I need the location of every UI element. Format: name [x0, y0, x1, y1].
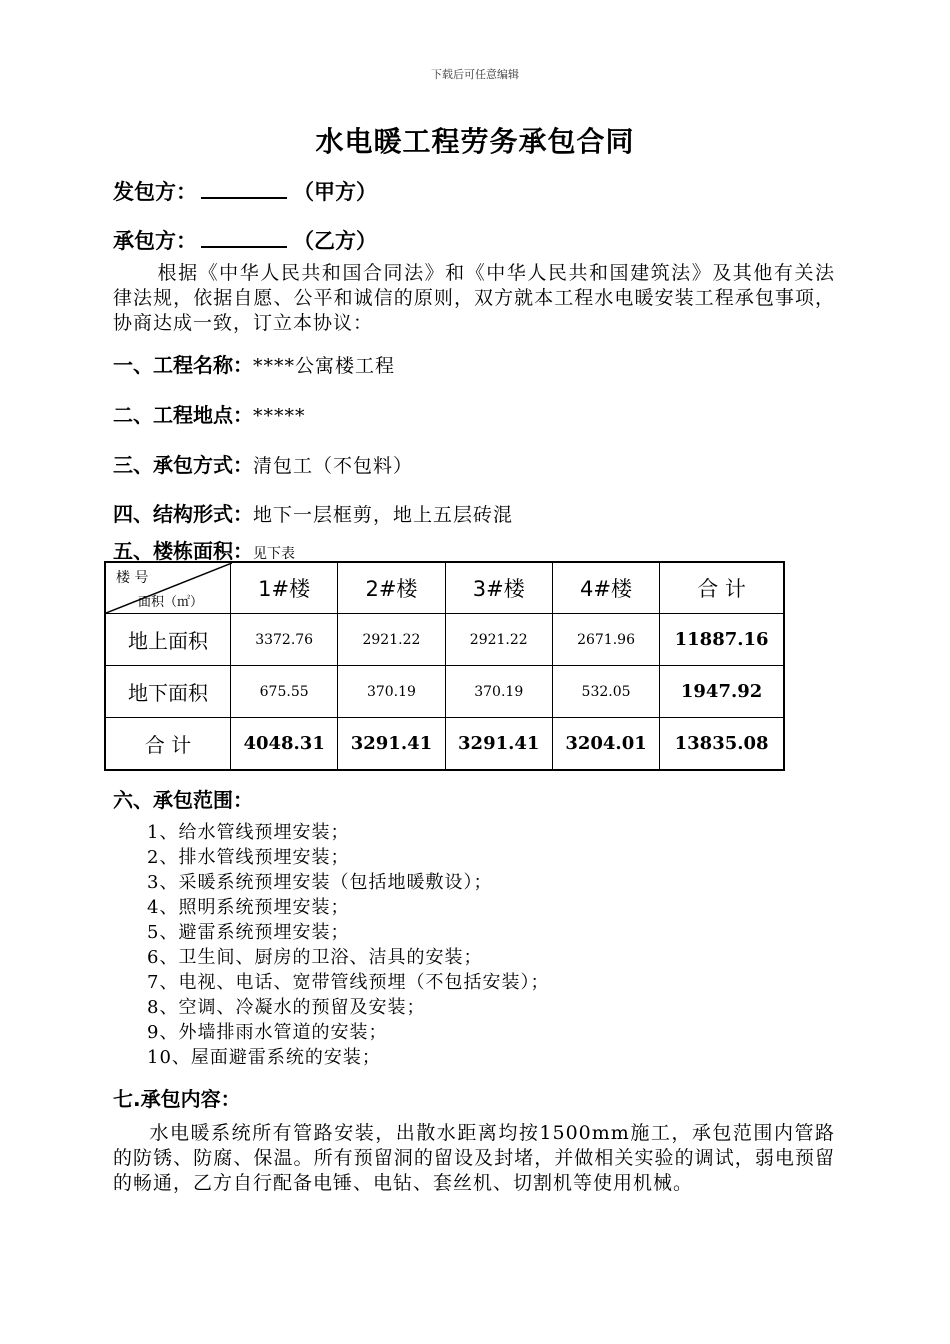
section-value: 见下表 [253, 546, 295, 562]
content-paragraph [113, 1121, 835, 1196]
column-header: 2#楼 [338, 562, 445, 614]
section-value: ***** [253, 405, 306, 427]
row-label: 合 计 [105, 718, 231, 771]
column-header: 合 计 [660, 562, 784, 614]
row-label: 地上面积 [105, 614, 231, 666]
table-header-row [105, 562, 784, 614]
list-item: 10、屋面避雷系统的安装； [147, 1047, 381, 1068]
section-head: 二、工程地点： [113, 403, 253, 427]
content-text: 水电暖系统所有管路安装，出散水距离均按1500mm施工，承包范围内管路的防锈、防腐、保温。所有预留洞的留设及封堵，并做相关实验的调试，弱电预留的畅通，乙方自行配备电锤、电钻、套丝机、切割机等使用机械。 [113, 1122, 835, 1194]
party-a-label: 发包方： [113, 180, 197, 204]
party-a-line [113, 176, 377, 206]
section-head: 四、结构形式： [113, 502, 253, 526]
section-head: 三、承包方式： [113, 453, 253, 477]
table-cell-total: 1947.92 [660, 666, 784, 718]
table-cell-total: 3204.01 [552, 718, 659, 771]
list-item: 6、卫生间、厨房的卫浴、洁具的安装； [147, 947, 483, 968]
table-cell: 2921.22 [445, 614, 552, 666]
table-cell-total: 4048.31 [231, 718, 338, 771]
section-value: 地下一层框剪，地上五层砖混 [253, 504, 514, 526]
section-content [113, 1083, 241, 1112]
intro-paragraph [113, 261, 835, 336]
party-b-label: 承包方： [113, 229, 197, 253]
section-head: 五、楼栋面积： [113, 539, 253, 563]
table-cell: 3372.76 [231, 614, 338, 666]
list-item: 2、排水管线预埋安装； [147, 847, 350, 868]
party-b-line [113, 225, 377, 255]
list-item: 5、避雷系统预埋安装； [147, 922, 350, 943]
party-a-suffix: （甲方） [293, 180, 377, 204]
table-row [105, 718, 784, 771]
table-cell: 2671.96 [552, 614, 659, 666]
document-title: 水电暖工程劳务承包合同 [315, 125, 635, 158]
section-project-location [113, 399, 306, 428]
table-row [105, 614, 784, 666]
scope-list [147, 820, 549, 1070]
section-building-area [113, 535, 295, 564]
table-cell: 532.05 [552, 666, 659, 718]
list-item: 8、空调、冷凝水的预留及安装； [147, 997, 426, 1018]
corner-bottom-label: 面积（㎡） [138, 595, 204, 610]
column-header: 4#楼 [552, 562, 659, 614]
table-cell: 675.55 [231, 666, 338, 718]
column-header: 1#楼 [231, 562, 338, 614]
table-cell-total: 13835.08 [660, 718, 784, 771]
section-head: 一、工程名称： [113, 353, 253, 377]
table-corner-cell [105, 562, 231, 614]
list-item: 9、外墙排雨水管道的安装； [147, 1022, 388, 1043]
section-project-name [113, 349, 395, 378]
corner-top-label: 楼 号 [116, 570, 149, 586]
header-note: 下载后可任意编辑 [431, 68, 519, 81]
table-cell-total: 3291.41 [338, 718, 445, 771]
column-header: 3#楼 [445, 562, 552, 614]
list-item: 1、给水管线预埋安装； [147, 822, 350, 843]
section-value: ****公寓楼工程 [253, 355, 396, 377]
table-cell-total: 11887.16 [660, 614, 784, 666]
party-a-blank [201, 179, 287, 199]
list-item: 4、照明系统预埋安装； [147, 897, 350, 918]
party-b-suffix: （乙方） [293, 229, 377, 253]
table-cell: 370.19 [338, 666, 445, 718]
list-item: 7、电视、电话、宽带管线预埋（不包括安装）； [147, 972, 550, 993]
area-table [104, 561, 785, 771]
section-head: 六、承包范围： [113, 788, 253, 812]
list-item: 3、采暖系统预埋安装（包括地暖敷设）； [147, 872, 493, 893]
table-cell: 370.19 [445, 666, 552, 718]
table-cell: 2921.22 [338, 614, 445, 666]
row-label: 地下面积 [105, 666, 231, 718]
section-scope [113, 784, 253, 813]
section-contract-mode [113, 449, 413, 478]
section-head: 七.承包内容： [113, 1087, 241, 1111]
intro-text: 根据《中华人民共和国合同法》和《中华人民共和国建筑法》及其他有关法律法规，依据自愿、公平和诚信的原则，双方就本工程水电暖安装工程承包事项，协商达成一致，订立本协议： [113, 262, 835, 334]
table-row [105, 666, 784, 718]
table-cell-total: 3291.41 [445, 718, 552, 771]
section-structure [113, 498, 513, 527]
section-value: 清包工（不包料） [253, 455, 414, 477]
party-b-blank [201, 228, 287, 248]
